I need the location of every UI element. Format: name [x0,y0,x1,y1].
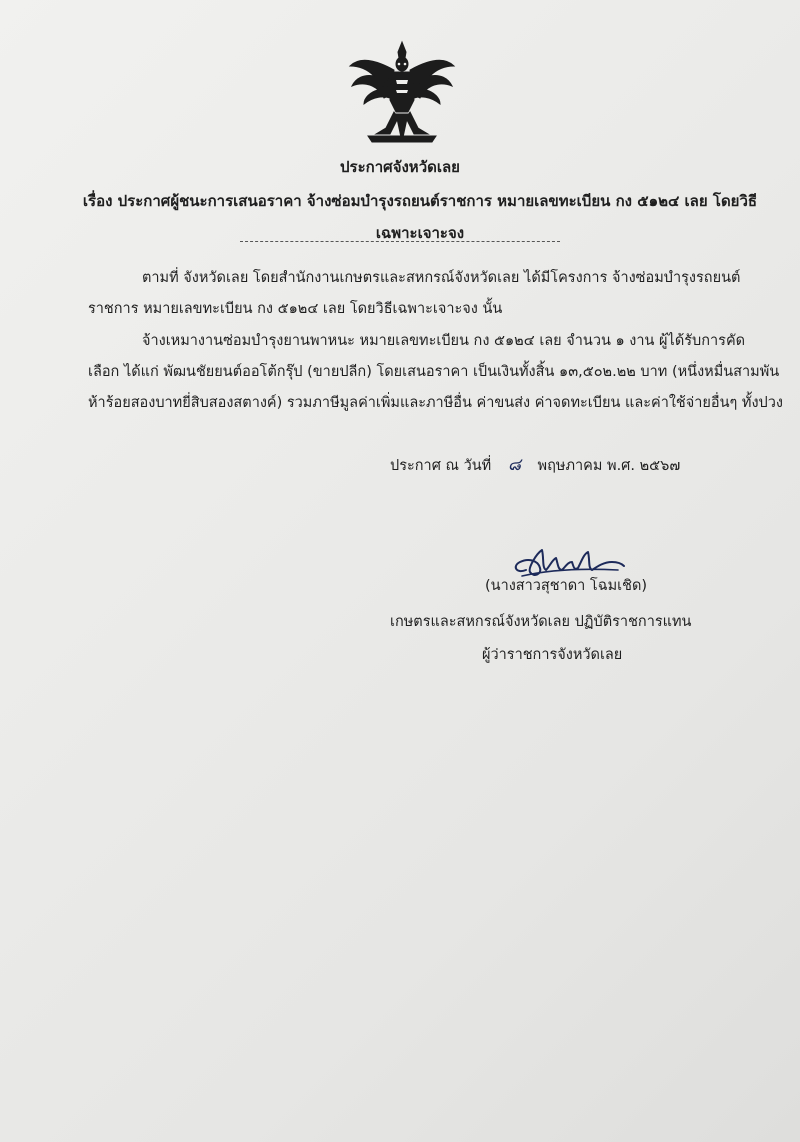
paragraph-1-line-2: ราชการ หมายเลขทะเบียน กง ๕๑๒๔ เลย โดยวิธีเฉพาะเจาะจง นั้น [88,301,503,317]
announce-date-label: ประกาศ ณ วันที่ [390,458,492,474]
signer-position-2: ผู้ว่าราชการจังหวัดเลย [482,647,623,663]
announce-month-year: พฤษภาคม พ.ศ. ๒๕๖๗ [537,458,681,474]
paragraph-2-line-2: เลือก ได้แก่ พัฒนชัยยนต์ออโต้กรุ๊ป (ขายปลีก) โดยเสนอราคา เป็นเงินทั้งสิ้น ๑๓,๕๐๒.๒๒ บาท (หนึ่งหมื่นสามพัน [88,364,780,380]
document-subject [80,185,760,249]
garuda-emblem-icon [346,38,458,146]
announce-day: ๘ [507,455,521,475]
announce-date [390,451,680,478]
subject-line-1: เรื่อง ประกาศผู้ชนะการเสนอราคา จ้างซ่อมบำรุงรถยนต์ราชการ หมายเลขทะเบียน กง ๕๑๒๔ เลย โดยวิธี [82,192,758,210]
signer-position-1: เกษตรและสหกรณ์จังหวัดเลย ปฏิบัติราชการแทน [390,614,692,630]
title-divider [240,241,560,242]
subject-line-2: เฉพาะเจาะจง [375,224,465,242]
signer-name: (นางสาวสุชาดา โฉมเชิด) [485,578,648,594]
paragraph-1-line-1: ตามที่ จังหวัดเลย โดยสำนักงานเกษตรและสหกรณ์จังหวัดเลย ได้มีโครงการ จ้างซ่อมบำรุงรถยนต์ [142,270,741,286]
paragraph-2-line-1: จ้างเหมางานซ่อมบำรุงยานพาหนะ หมายเลขทะเบียน กง ๕๑๒๔ เลย จำนวน ๑ งาน ผู้ได้รับการคัด [142,333,746,349]
paragraph-2-line-3: ห้าร้อยสองบาทยี่สิบสองสตางค์) รวมภาษีมูลค่าเพิ่มและภาษีอื่น ค่าขนส่ง ค่าจดทะเบียน และค่าใช้จ่ายอื่นๆ ทั้งปวง [88,395,783,411]
document-title: ประกาศจังหวัดเลย [340,158,460,176]
